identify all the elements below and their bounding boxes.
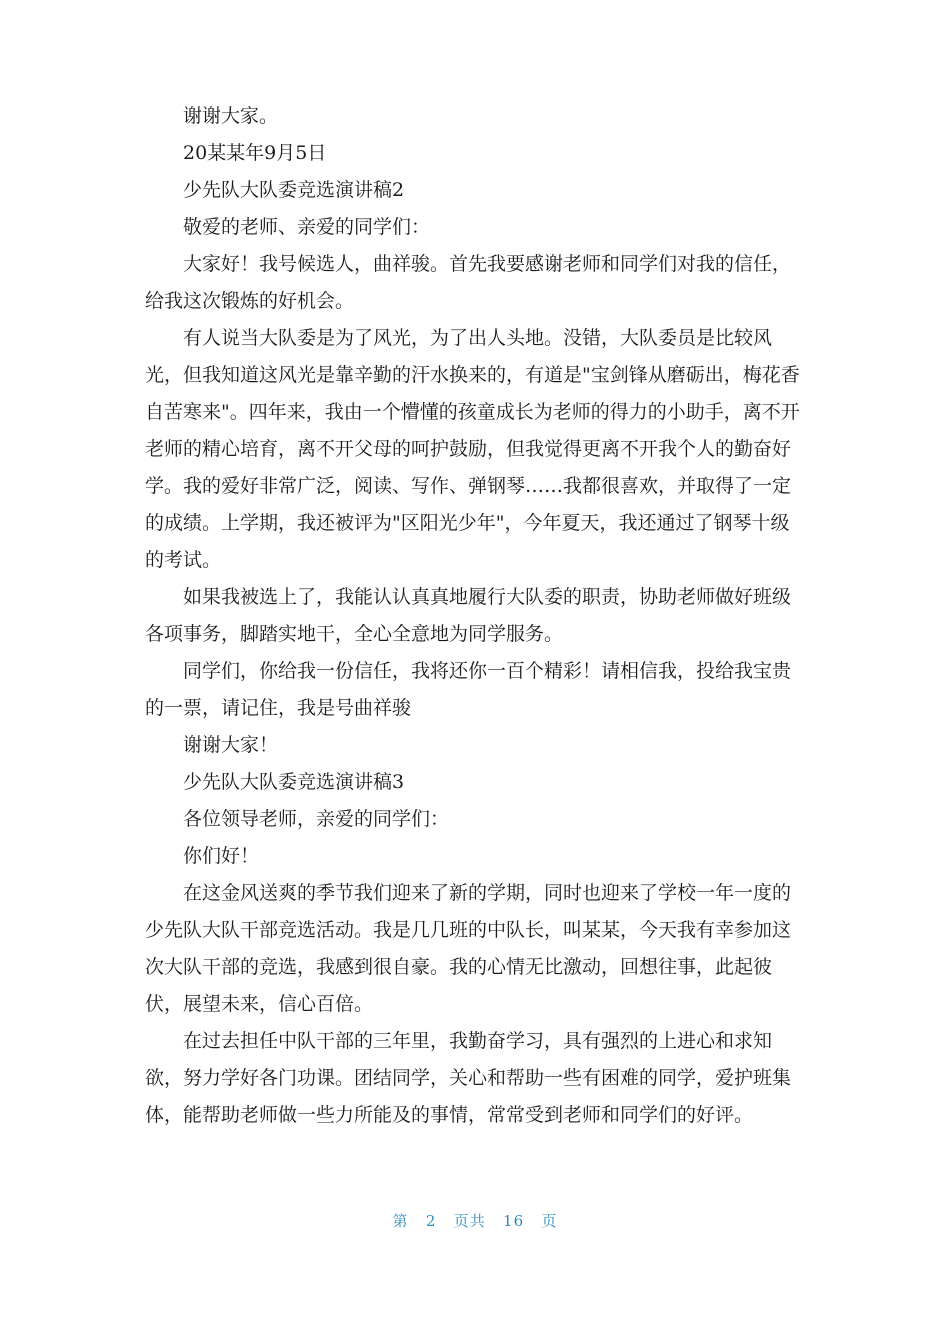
section-title: 少先队大队委竞选演讲稿3 bbox=[183, 771, 405, 793]
paragraph-line: 体，能帮助老师做一些力所能及的事情，常常受到老师和同学们的好评。 bbox=[145, 1104, 754, 1126]
paragraph-line: 在过去担任中队干部的三年里，我勤奋学习，具有强烈的上进心和求知 bbox=[183, 1030, 773, 1052]
paragraph-line: 在这金风送爽的季节我们迎来了新的学期，同时也迎来了学校一年一度的 bbox=[183, 882, 792, 904]
salutation: 各位领导老师，亲爱的同学们： bbox=[183, 808, 450, 830]
section-title: 少先队大队委竞选演讲稿2 bbox=[183, 179, 405, 201]
paragraph-line: 各项事务，脚踏实地干，全心全意地为同学服务。 bbox=[145, 623, 564, 645]
salutation: 敬爱的老师、亲爱的同学们： bbox=[183, 216, 431, 238]
footer-suffix: 页 bbox=[541, 1212, 558, 1230]
paragraph-line: 次大队干部的竞选，我感到很自豪。我的心情无比激动，回想往事，此起彼 bbox=[145, 956, 773, 978]
paragraph-line: 如果我被选上了，我能认认真真地履行大队委的职责，协助老师做好班级 bbox=[183, 586, 792, 608]
total-page-number: 16 bbox=[503, 1212, 525, 1230]
paragraph-line: 的一票，请记住，我是号曲祥骏 bbox=[145, 697, 412, 719]
page-footer bbox=[0, 1210, 950, 1231]
text-line: 20某某年9月5日 bbox=[183, 142, 327, 164]
current-page-number: 2 bbox=[425, 1212, 437, 1230]
paragraph-line: 大家好！我号候选人，曲祥骏。首先我要感谢老师和同学们对我的信任， bbox=[183, 253, 792, 275]
paragraph-line: 伏，展望未来，信心百倍。 bbox=[145, 993, 374, 1015]
text-line: 你们好！ bbox=[183, 845, 260, 867]
paragraph-line: 同学们，你给我一份信任，我将还你一百个精彩！请相信我，投给我宝贵 bbox=[183, 660, 792, 682]
paragraph-line: 的考试。 bbox=[145, 549, 222, 571]
paragraph-line: 学。我的爱好非常广泛，阅读、写作、弹钢琴……我都很喜欢，并取得了一定 bbox=[145, 475, 792, 497]
paragraph-line: 少先队大队干部竞选活动。我是几几班的中队长，叫某某，今天我有幸参加这 bbox=[145, 919, 792, 941]
footer-middle: 页共 bbox=[453, 1212, 486, 1230]
paragraph-line: 老师的精心培育，离不开父母的呵护鼓励，但我觉得更离不开我个人的勤奋好 bbox=[145, 438, 792, 460]
text-line: 谢谢大家。 bbox=[183, 105, 279, 127]
footer-prefix: 第 bbox=[392, 1212, 409, 1230]
paragraph-line: 给我这次锻炼的好机会。 bbox=[145, 290, 355, 312]
paragraph-line: 欲，努力学好各门功课。团结同学，关心和帮助一些有困难的同学，爱护班集 bbox=[145, 1067, 792, 1089]
paragraph-line: 光，但我知道这风光是靠辛勤的汗水换来的，有道是"宝剑锋从磨砺出，梅花香 bbox=[145, 364, 800, 386]
document-body bbox=[145, 98, 807, 1134]
text-line: 谢谢大家！ bbox=[183, 734, 279, 756]
paragraph-line: 的成绩。上学期，我还被评为"区阳光少年"，今年夏天，我还通过了钢琴十级 bbox=[145, 512, 790, 534]
paragraph-line: 自苦寒来"。四年来，我由一个懵懂的孩童成长为老师的得力的小助手，离不开 bbox=[145, 401, 800, 423]
paragraph-line: 有人说当大队委是为了风光，为了出人头地。没错，大队委员是比较风 bbox=[183, 327, 773, 349]
